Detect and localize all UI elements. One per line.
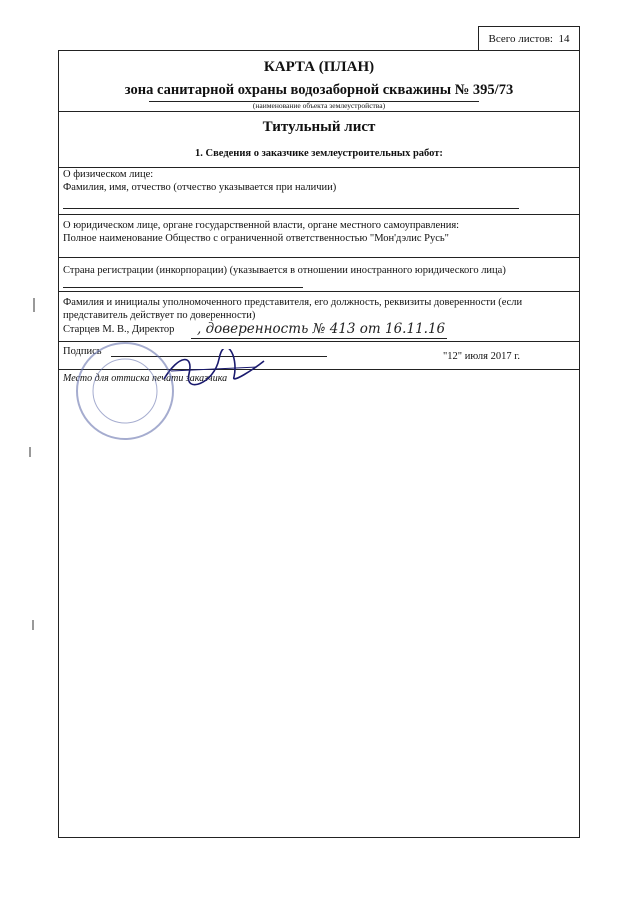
sheet-count-value: 14 <box>558 33 570 45</box>
signature-date: "12" июля 2017 г. <box>443 351 520 362</box>
divider <box>59 257 579 258</box>
physical-person-heading: О физическом лице: <box>63 169 154 180</box>
object-caption: (наименование объекта землеустройства) <box>252 101 386 110</box>
divider <box>59 291 579 292</box>
section-title: 1. Сведения о заказчике землеустроительных работ: <box>195 148 443 159</box>
fio-label: Фамилия, имя, отчество (отчество указывается при наличии) <box>63 182 337 193</box>
divider <box>59 167 579 168</box>
registration-underline <box>63 287 303 288</box>
signature-label: Подпись <box>63 346 102 357</box>
representative-name: Старцев М. В., Директор <box>63 324 175 335</box>
legal-entity-heading: О юридическом лице, органе государственной власти, органе местного самоуправления: <box>63 220 460 231</box>
representative-underline <box>191 338 447 339</box>
representative-label-line1: Фамилия и инициалы уполномоченного представителя, его должность, реквизиты доверенности (если <box>63 297 523 308</box>
scan-mark <box>29 447 31 457</box>
stamp-place-label: Место для оттиска печати заказчика <box>63 373 228 384</box>
registration-label: Страна регистрации (инкорпорации) (указывается в отношении иностранного юридического лица) <box>63 265 506 276</box>
document-title: КАРТА (ПЛАН) <box>263 59 375 75</box>
representative-label-line2: представитель действует по доверенности) <box>63 310 256 321</box>
company-seal <box>55 341 195 441</box>
divider <box>59 214 579 215</box>
sheet-count-label: Всего листов: <box>488 33 553 45</box>
sheet-count-box <box>478 26 580 51</box>
handwritten-power-of-attorney: , доверенность № 413 от 16.11.16 <box>197 321 446 337</box>
fio-underline <box>63 208 519 209</box>
scan-mark <box>33 298 35 312</box>
sheet-title: Титульный лист <box>262 119 376 135</box>
scan-mark <box>32 620 34 630</box>
legal-entity-name: Полное наименование Общество с ограниченной ответственностью "Мон'дэлис Русь" <box>63 233 449 244</box>
document-subtitle: зона санитарной охраны водозаборной скважины № 395/73 <box>124 82 514 98</box>
document-frame <box>58 50 580 838</box>
divider <box>59 111 579 112</box>
